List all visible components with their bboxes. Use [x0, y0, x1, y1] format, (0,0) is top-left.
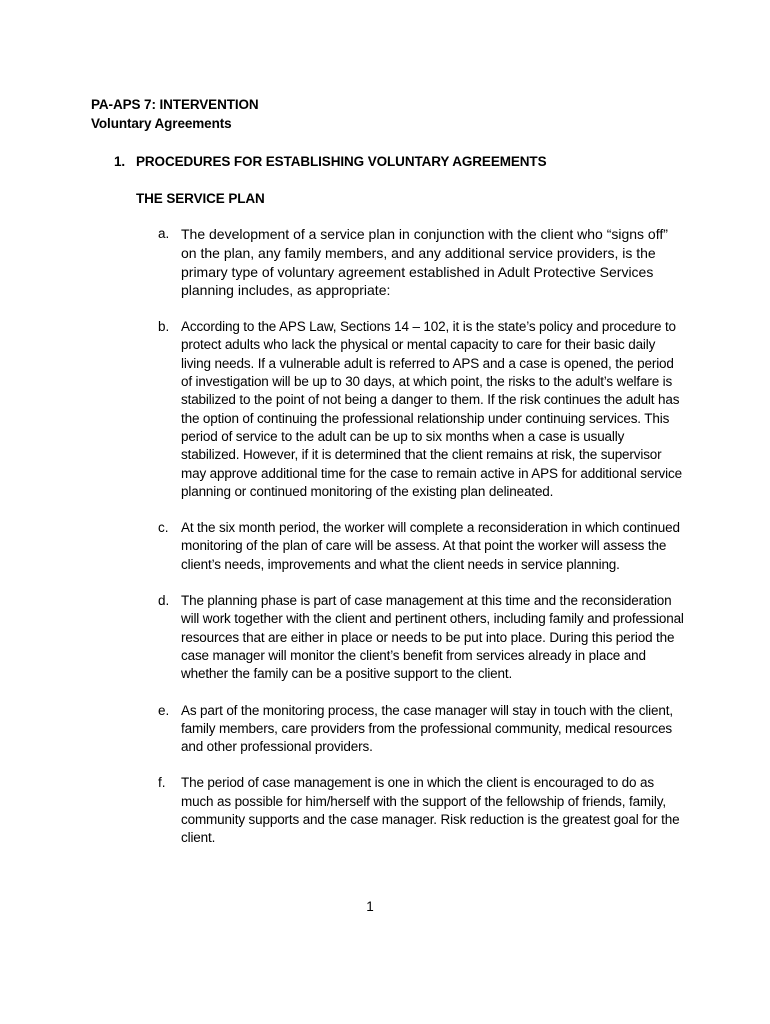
item-letter: a.	[158, 226, 170, 241]
title-line-2: Voluntary Agreements	[91, 116, 232, 131]
item-text: The development of a service plan in conjunction with the client who “signs off” on the plan, any family members, and any additional service providers, is the primary type of voluntary agreement established in Adult Protective Services planning includes, as appropriate:	[181, 226, 668, 299]
item-letter: b.	[158, 319, 170, 335]
section-heading	[114, 152, 546, 171]
page-number: 1	[366, 899, 374, 914]
item-letter: c.	[158, 520, 169, 536]
list-item-b	[158, 318, 686, 501]
list-item-f	[158, 774, 686, 847]
list-item-e	[158, 702, 686, 757]
document-title	[91, 95, 259, 133]
sub-heading: THE SERVICE PLAN	[136, 191, 265, 206]
list-item-a	[158, 225, 686, 300]
item-letter: f.	[158, 775, 166, 791]
item-text: At the six month period, the worker will complete a reconsideration in which continued monitoring of the plan of care will be assess. At that point the worker will assess the client’s needs, improvements and what the client needs in service planning.	[181, 520, 680, 572]
section-number: 1.	[114, 154, 126, 169]
section-heading-text: PROCEDURES FOR ESTABLISHING VOLUNTARY AGREEMENTS	[136, 154, 547, 169]
item-text: According to the APS Law, Sections 14 – 102, it is the state’s policy and procedure to protect adults who lack the physical or mental capacity to care for their basic daily living needs. If a vulnerable adult is referred to APS and a case is opened, the period of investigation will be up to 30 days, at which point, the risks to the adult’s welfare is stabilized to the point of not being a danger to them. If the risk continues the adult has the option of continuing the professional relationship under continuing services. This period of service to the adult can be up to six months when a case is usually stabilized. However, if it is determined that the client remains at risk, the supervisor may approve additional time for the case to remain active in APS for additional service planning or continued monitoring of the existing plan delineated.	[181, 319, 682, 499]
item-list	[158, 225, 686, 866]
item-letter: e.	[158, 702, 170, 718]
item-text: As part of the monitoring process, the case manager will stay in touch with the client, family members, care providers from the professional community, medical resources and other professional providers.	[181, 702, 673, 755]
item-text: The period of case management is one in which the client is encouraged to do as much as possible for him/herself with the support of the fellowship of friends, family, community supports and the case manager. Risk reduction is the greatest goal for the client.	[181, 775, 680, 846]
title-line-1: PA-APS 7: INTERVENTION	[91, 97, 259, 112]
item-text: The planning phase is part of case management at this time and the reconsideration will work together with the client and pertinent others, including family and professional resources that are either in place or needs to be put into place. During this period the case manager will monitor the client’s benefit from services already in place and whether the family can be a positive support to the client.	[181, 593, 684, 682]
list-item-c	[158, 519, 686, 574]
item-letter: d.	[158, 593, 170, 609]
list-item-d	[158, 592, 686, 683]
